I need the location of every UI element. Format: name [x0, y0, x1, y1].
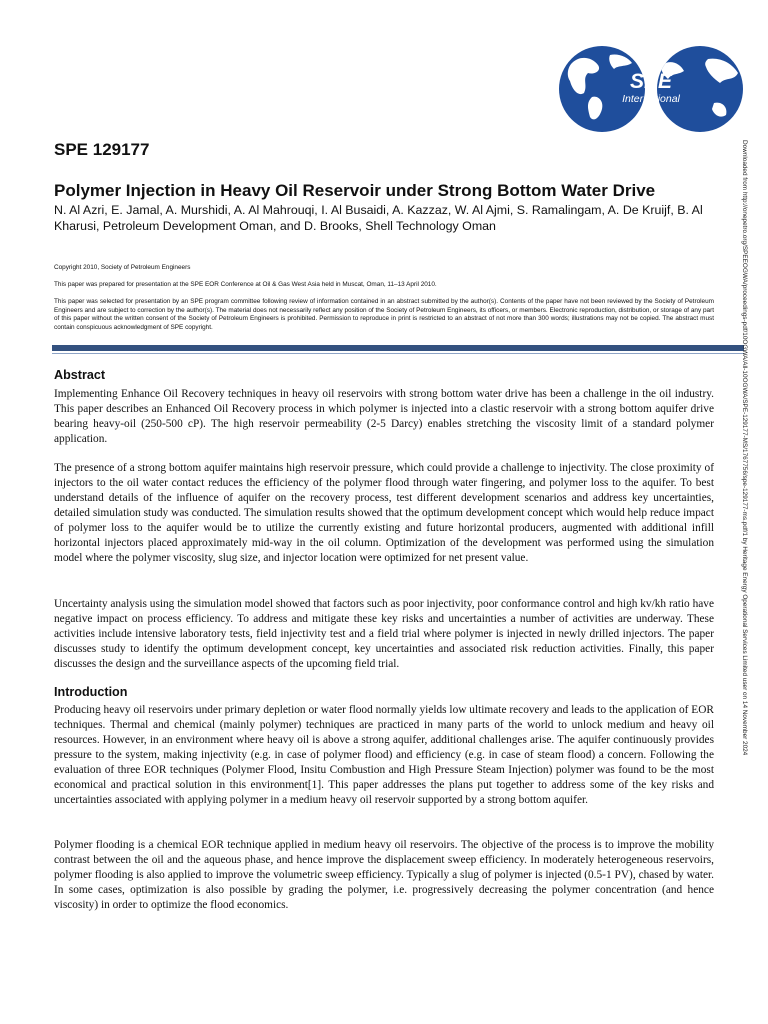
abstract-paragraph: Uncertainty analysis using the simulation model showed that factors such as poor injectivity, poor conformance control and high kv/kh ratio have negative impact on process efficiency. To address and mitigate these key risks and uncertainties a number of activities are underway. These activities include intensive laboratory tests, field injectivity test and a field trial where polymer is injected in newly drilled injectors. The paper discusses study to identify the optimum development concept, key uncertainties and associated risk reduction activities. Finally, this paper discusses the design and the surveillance aspects of the upcoming field trial. — [54, 598, 714, 670]
header-divider-thin — [52, 353, 744, 354]
introduction-paragraph: Polymer flooding is a chemical EOR technique applied in medium heavy oil reservoirs. The objective of the process is to improve the mobility contrast between the oil and the aqueous phase, and hence improve the displacement sweep efficiency. In moderately heterogeneous reservoirs, polymer flooding is also applied to improve the volumetric sweep efficiency. Typically a slug of polymer is injected (0.5-1 PV), chased by water. In some cases, optimization is also possible by grading the polymer, i.e. progressively decreasing the polymer concentration (and hence viscosity) in order to optimize the flood economics. — [54, 839, 714, 911]
logo-text-spe: SPE — [629, 70, 673, 93]
introduction-heading: Introduction — [54, 685, 128, 699]
paper-title: Polymer Injection in Heavy Oil Reservoir under Strong Bottom Water Drive — [54, 181, 656, 200]
spe-logo — [558, 45, 744, 133]
download-watermark: Downloaded from http://onepetro.org/SPEEOGWA/proceedings-pdf/10OGWA/All-10OGWA/SPE-129177-MS/1767756/spe-129177-ms.pdf/1 by Heritage Energy Operational Services Limited user on 14 November 2024 — [741, 140, 748, 756]
conference-notice: This paper was prepared for presentation at the SPE EOR Conference at Oil & Gas West Asia held in Muscat, Oman, 11–13 April 2010. — [54, 281, 437, 288]
abstract-paragraph: Implementing Enhance Oil Recovery techniques in heavy oil reservoirs with strong bottom water drive has been a challenge in the oil industry. This paper describes an Enhanced Oil Recovery process in which polymer is injected into a clastic reservoir with a strong bottom aquifer drive bearing heavy-oil (250-500 cP). The high reservoir permeability (2-5 Darcy) enables stretching the viscosity limit of a standard polymer application. — [54, 388, 714, 445]
introduction-paragraph: Producing heavy oil reservoirs under primary depletion or water flood normally yields low ultimate recovery and leads to the application of EOR techniques. Thermal and chemical (mainly polymer) techniques are practiced in many parts of the world to unlock medium and heavy oil resources. However, in an environment where heavy oil is above a strong aquifer, additional challenges arise. The aquifer continuously provides pressure to the system, making injectivity (e.g. in case of polymer flood) and efficiency (e.g. in case of steam flood) a concern. Following the evaluation of three EOR techniques (Polymer Flood, Insitu Combustion and High Pressure Steam Injection) polymer was found to be the most economical and practical solution in this environment[1]. This paper addresses the plans put together to address some of the key risks and uncertainties associated with applying polymer in a medium heavy oil reservoir supported by a strong bottom aquifer. — [54, 704, 714, 806]
logo-text-international: International — [622, 93, 680, 105]
author-list: N. Al Azri, E. Jamal, A. Murshidi, A. Al Mahrouqi, I. Al Busaidi, A. Kazzaz, W. Al Ajmi, S. Ramalingam, A. De Kruijf, B. Al Kharusi, Petroleum Development Oman, and D. Brooks, Shell Technology Oman — [54, 203, 703, 233]
selection-notice: This paper was selected for presentation by an SPE program committee following review of information contained in an abstract submitted by the author(s). Contents of the paper have not been reviewed by the Society of Petroleum Engineers and are subject to correction by the author(s). The material does not necessarily reflect any position of the Society of Petroleum Engineers, its officers, or members. Electronic reproduction, distribution, or storage of any part of this paper without the written consent of the Society of Petroleum Engineers is prohibited. Permission to reproduce in print is restricted to an abstract of not more than 300 words; illustrations may not be copied. The abstract must contain conspicuous acknowledgment of SPE copyright. — [54, 298, 714, 331]
abstract-heading: Abstract — [54, 368, 106, 382]
paper-number: SPE 129177 — [54, 140, 150, 159]
abstract-paragraph: The presence of a strong bottom aquifer maintains high reservoir pressure, which could provide a challenge to injectivity. The close proximity of injectors to the oil water contact reduces the efficiency of the polymer flood through water fingering, and polymer loss to the aquifer. To best understand details of the influence of aquifer on the recovery process, test different development scenarios and address key uncertainties, detailed simulation study was conducted. The simulation results showed that the optimum development concept which would help reduce impact of polymer loss to the aquifer would be to utilize the currently existing and future horizontal producers, augmented with additional infill horizontal injectors placed approximately mid-way in the oil column. Optimization of the development was performed using the simulation model where the polymer viscosity, slug size, and injector location were optimized for net present value. — [54, 462, 714, 564]
copyright-notice: Copyright 2010, Society of Petroleum Engineers — [54, 264, 191, 271]
globe-logo-icon — [558, 45, 744, 133]
header-divider — [52, 345, 744, 351]
